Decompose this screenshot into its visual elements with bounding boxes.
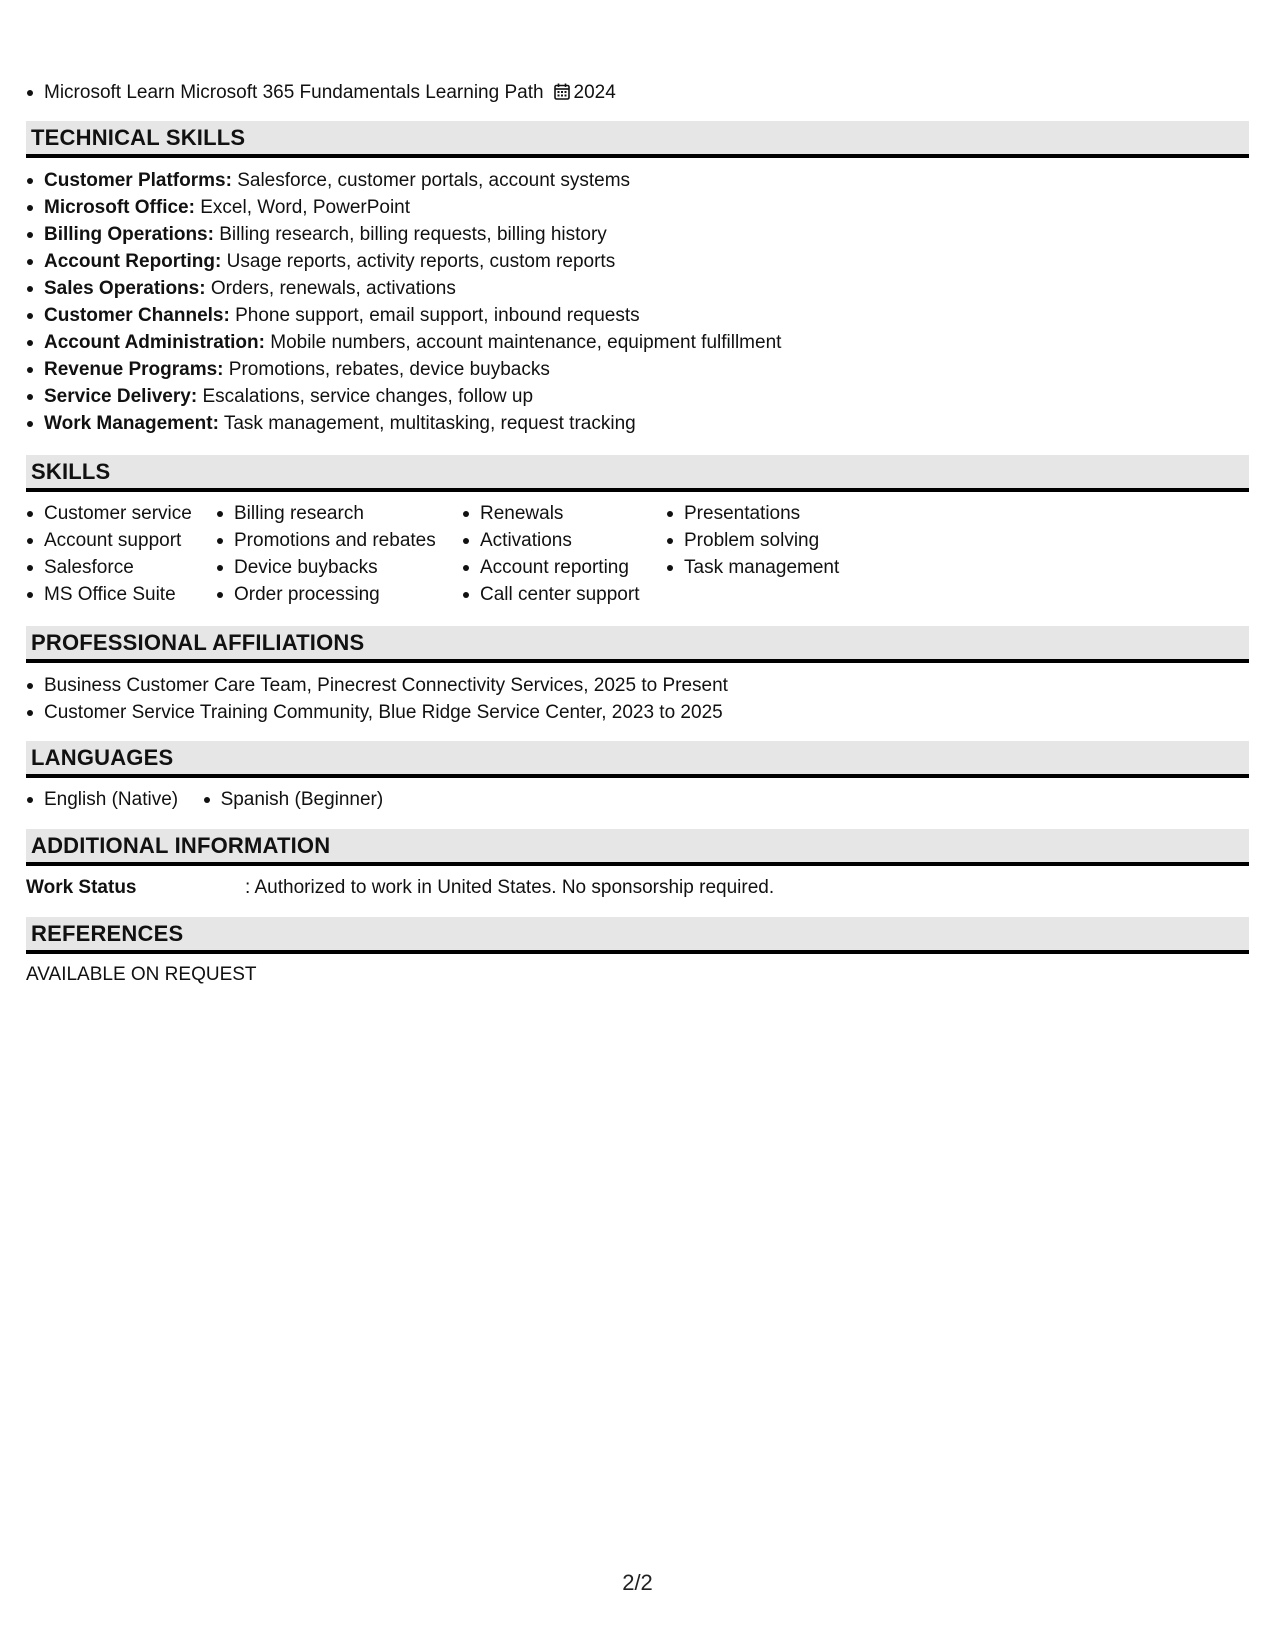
work-status-value: : Authorized to work in United States. No sponsorship required. [245,877,775,898]
additional-info-header [26,829,1249,866]
skill-category: Account Reporting: [44,251,222,272]
list-item: Device buybacks [216,554,436,581]
list-item: Customer Service Training Community, Blue Ridge Service Center, 2023 to 2025 [26,699,728,726]
list-item [26,329,781,356]
list-item: Call center support [462,581,639,608]
skill-category: Billing Operations: [44,224,214,245]
certification-item [26,79,616,108]
section-title: REFERENCES [31,921,184,946]
skill-category: Work Management: [44,413,219,434]
skill-details: Promotions, rebates, device buybacks [223,359,550,380]
skill-category: Microsoft Office: [44,197,195,218]
list-item [26,248,781,275]
list-item: Order processing [216,581,436,608]
skill-details: Orders, renewals, activations [205,278,456,299]
calendar-icon [554,81,570,108]
references-header [26,917,1249,954]
certifications-list [26,79,616,108]
list-item: Customer service [26,500,192,527]
skill-category: Revenue Programs: [44,359,224,380]
list-item: Presentations [666,500,839,527]
skill-details: Salesforce, customer portals, account systems [231,170,631,191]
list-item: Account support [26,527,192,554]
work-status-label: Work Status [26,877,137,898]
list-item: Task management [666,554,839,581]
list-item: Promotions and rebates [216,527,436,554]
skills-column [666,500,839,581]
list-item: Account reporting [462,554,639,581]
list-item: English (Native) [26,786,178,813]
list-item [26,167,781,194]
skill-details: Usage reports, activity reports, custom reports [221,251,616,272]
list-item: Problem solving [666,527,839,554]
section-title: ADDITIONAL INFORMATION [31,833,331,858]
affiliations-list [26,672,728,726]
section-title: SKILLS [31,459,111,484]
skill-category: Account Administration: [44,332,265,353]
list-item [26,194,781,221]
list-item [26,302,781,329]
list-item: Business Customer Care Team, Pinecrest Connectivity Services, 2025 to Present [26,672,728,699]
skill-details: Billing research, billing requests, billing history [213,224,607,245]
affiliations-header [26,626,1249,663]
skill-details: Task management, multitasking, request tracking [218,413,636,434]
skills-column [26,500,192,608]
skills-column [462,500,639,608]
references-text: AVAILABLE ON REQUEST [26,964,257,985]
page-number: 2/2 [622,1570,653,1595]
list-item: Spanish (Beginner) [203,786,384,813]
list-item [26,356,781,383]
skill-details: Mobile numbers, account maintenance, equipment fulfillment [264,332,782,353]
skill-details: Escalations, service changes, follow up [197,386,534,407]
section-title: PROFESSIONAL AFFILIATIONS [31,630,365,655]
technical-skills-list [26,167,781,437]
certification-name: Microsoft Learn Microsoft 365 Fundamentals Learning Path [44,82,544,103]
languages-header [26,741,1249,778]
skill-category: Sales Operations: [44,278,206,299]
list-item: Salesforce [26,554,192,581]
skill-category: Customer Platforms: [44,170,232,191]
certification-year: 2024 [573,82,616,103]
skill-details: Phone support, email support, inbound requests [229,305,640,326]
skills-grid [26,500,926,612]
skill-details: Excel, Word, PowerPoint [194,197,411,218]
skills-column [216,500,436,608]
list-item [26,275,781,302]
list-item [26,383,781,410]
list-item [26,221,781,248]
skill-category: Customer Channels: [44,305,230,326]
section-title: LANGUAGES [31,745,174,770]
list-item: Activations [462,527,639,554]
list-item [26,410,781,437]
technical-skills-header [26,121,1249,158]
list-item: Billing research [216,500,436,527]
skill-category: Service Delivery: [44,386,198,407]
list-item: Renewals [462,500,639,527]
list-item: MS Office Suite [26,581,192,608]
languages-list [26,786,403,813]
section-title: TECHNICAL SKILLS [31,125,246,150]
skills-header [26,455,1249,492]
